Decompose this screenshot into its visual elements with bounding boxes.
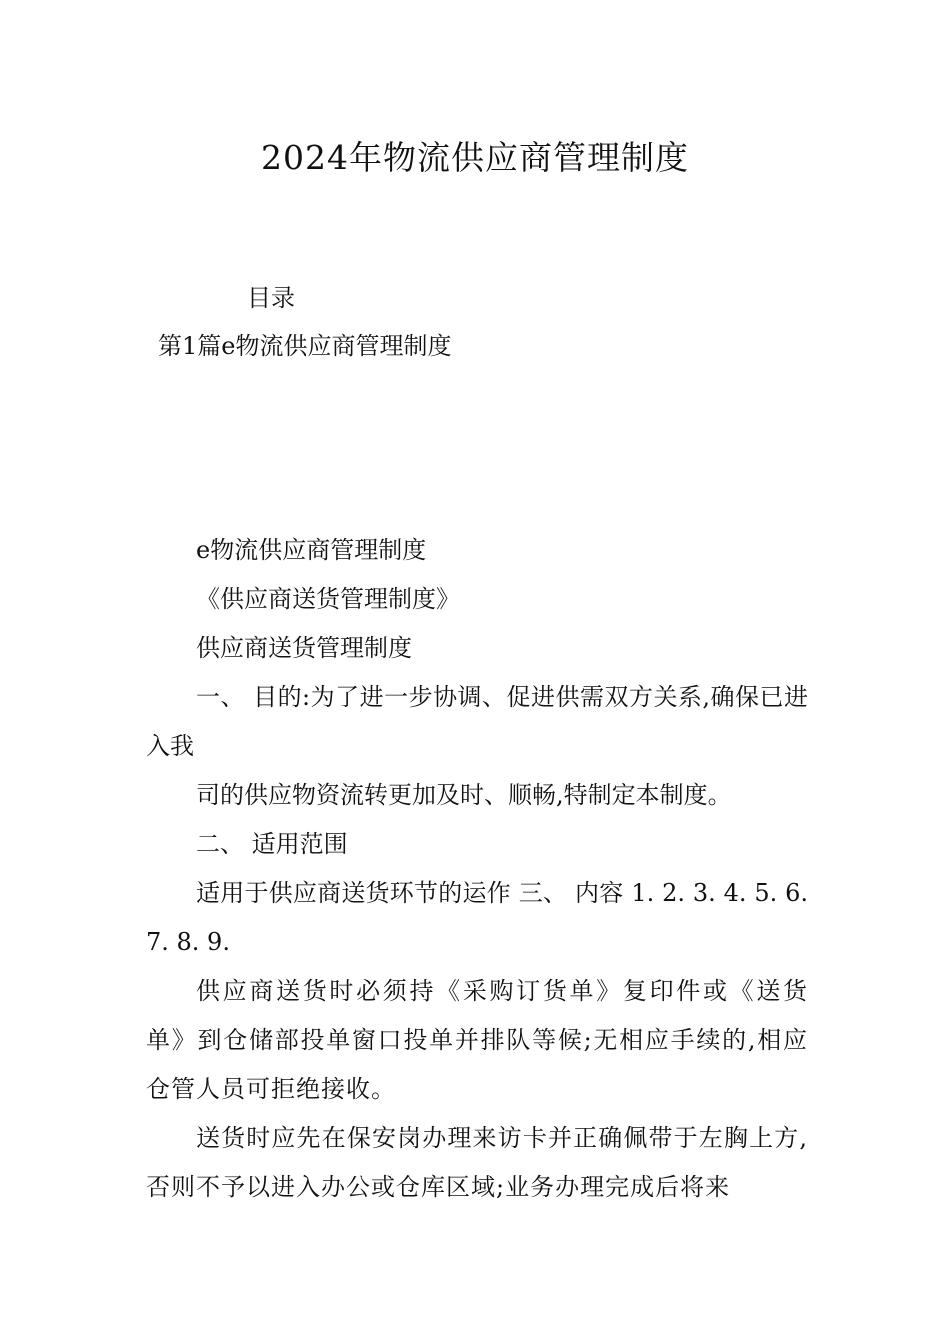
body-paragraph: 二、 适用范围 xyxy=(196,830,348,858)
body-paragraph: 供应商送货时必须持《采购订货单》复印件或《送货单》到仓储部投单窗口投单并排队等候;无相应手续的,相应仓管人员可拒绝接收。 xyxy=(146,977,808,1103)
document-title: 2024年物流供应商管理制度 xyxy=(261,138,689,177)
toc-heading: 目录 xyxy=(247,284,295,312)
body-paragraph: 送货时应先在保安岗办理来访卡并正确佩带于左胸上方,否则不予以进入办公或仓库区域;业务办理完成后将来 xyxy=(146,1124,808,1201)
body-paragraph: 供应商送货管理制度 xyxy=(196,634,412,662)
toc-item[interactable]: 第1篇e物流供应商管理制度 xyxy=(158,332,452,360)
body-paragraph: 《供应商送货管理制度》 xyxy=(196,585,460,613)
document-body xyxy=(146,526,808,1212)
body-paragraph: 适用于供应商送货环节的运作 三、 内容 1. 2. 3. 4. 5. 6. 7. 8. 9. xyxy=(146,879,808,956)
body-paragraph: 司的供应物资流转更加及时、顺畅,特制定本制度。 xyxy=(196,781,732,809)
body-paragraph: 一、 目的:为了进一步协调、促进供需双方关系,确保已进入我 xyxy=(146,683,808,760)
body-paragraph: e物流供应商管理制度 xyxy=(196,536,427,564)
